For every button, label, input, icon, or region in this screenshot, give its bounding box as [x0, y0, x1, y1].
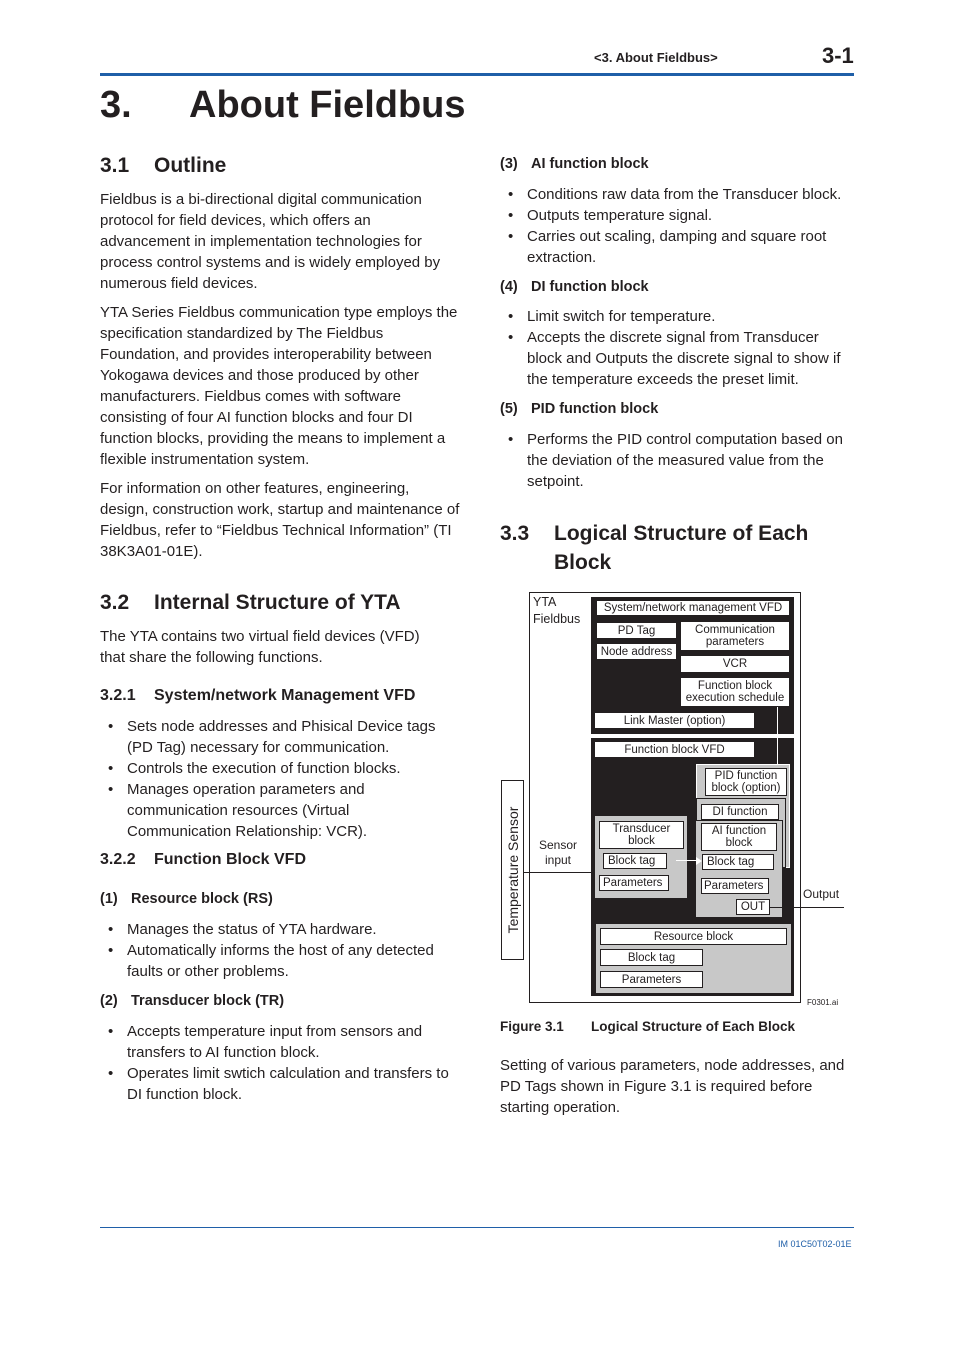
- ai-fb-box: [701, 823, 777, 851]
- output-line: [770, 907, 844, 908]
- comm-params-box: [680, 621, 790, 651]
- fb-exec-line2: execution schedule: [685, 692, 785, 704]
- transducer-block-tag: Block tag: [603, 853, 667, 869]
- ai-block-number: (3): [500, 156, 518, 172]
- outline-paragraph-3: For information on other features, engineering, design, construction work, startup and maintenance of Fieldbus, refer to “Fieldbus Technical Information” (TI 38K3A01-01E).: [100, 480, 460, 560]
- list-item: • Operates limit swtich calculation and transfers to DI function block.: [100, 1063, 455, 1105]
- pid-block-title: PID function block: [531, 401, 659, 417]
- transducer-box: [599, 821, 684, 849]
- figure-3-1-diagram: [500, 590, 845, 1015]
- list-item: • Controls the execution of function blocks.: [100, 758, 455, 779]
- chapter-number: 3.: [100, 84, 132, 126]
- resource-block-tag: Block tag: [600, 949, 703, 966]
- ai-block-bullets: [500, 184, 855, 268]
- outline-paragraph-1: Fieldbus is a bi-directional digital communication protocol for field devices, which offers an advancement in implementation technologies for process control systems and is widely employed by numerous field devices.: [100, 191, 441, 292]
- document-id: IM 01C50T02-01E: [778, 1239, 852, 1249]
- section-3-3-title-line2: Block: [554, 551, 612, 574]
- sysnet-vfd-bullets: [100, 716, 455, 842]
- comm-params-line1: Communication: [695, 624, 775, 636]
- fb-exec-line1: Function block: [697, 680, 773, 692]
- out-box: OUT: [736, 899, 770, 915]
- list-item: • Manages operation parameters and communication resources (Virtual Communication Relationship: VCR).: [100, 779, 455, 842]
- pid-block-number: (5): [500, 401, 518, 417]
- footer-rule: [100, 1227, 854, 1228]
- di-block-number: (4): [500, 279, 518, 295]
- transducer-ai-arrowhead: [696, 857, 702, 865]
- output-label: Output: [803, 887, 840, 901]
- pid-fb-box: [705, 768, 787, 796]
- section-3-2-2-title: Function Block VFD: [154, 851, 306, 868]
- list-item: • Limit switch for temperature.: [500, 306, 855, 327]
- section-3-1-number: 3.1: [100, 154, 130, 177]
- ai-fb-line2: block: [725, 837, 753, 849]
- di-block-bullets: [500, 306, 855, 390]
- yta-label: YTA: [533, 595, 557, 609]
- chapter-title: About Fieldbus: [189, 84, 466, 126]
- section-3-1-title: Outline: [154, 154, 227, 177]
- pd-tag-box: PD Tag: [596, 622, 677, 639]
- section-3-2-1-title: System/network Management VFD: [154, 687, 416, 704]
- transducer-line2: block: [628, 835, 655, 847]
- list-item: • Sets node addresses and Phisical Device tags (PD Tag) necessary for communication.: [100, 716, 455, 758]
- list-item: • Manages the status of YTA hardware.: [100, 919, 455, 940]
- sensor-input-label-2: input: [544, 853, 572, 867]
- pid-fb-line1: PID function: [714, 770, 778, 782]
- section-3-2-title: Internal Structure of YTA: [154, 591, 401, 614]
- link-master-box: Link Master (option): [594, 712, 755, 729]
- ai-fb-line1: AI function: [711, 825, 767, 837]
- list-item: • Outputs temperature signal.: [500, 205, 855, 226]
- ai-parameters: Parameters: [701, 878, 769, 894]
- figure-caption-title: Logical Structure of Each Block: [591, 1019, 796, 1034]
- di-block-title: DI function block: [531, 279, 649, 295]
- header-rule: [100, 73, 854, 76]
- transducer-block-bullets: [100, 1021, 455, 1105]
- temperature-sensor-box: [501, 780, 524, 960]
- sensor-input-line: [524, 872, 596, 873]
- list-item: • Carries out scaling, damping and square root extraction.: [500, 226, 855, 268]
- resource-parameters: Parameters: [600, 971, 703, 988]
- setting-paragraph: Setting of various parameters, node addresses, and PD Tags shown in Figure 3.1 is required before starting operation.: [500, 1057, 845, 1116]
- running-header: <3. About Fieldbus>: [594, 50, 718, 65]
- fb-exec-box: [680, 677, 790, 707]
- section-3-2-2-number: 3.2.2: [100, 851, 136, 868]
- figure-file-id: F0301.ai: [807, 998, 839, 1007]
- list-item: • Accepts temperature input from sensors and transfers to AI function block.: [100, 1021, 455, 1063]
- resource-block-title: Resource block (RS): [131, 891, 273, 907]
- list-item: • Accepts the discrete signal from Transducer block and Outputs the discrete signal to show if the temperature exceeds the preset limit.: [500, 327, 855, 390]
- resource-block-bullets: [100, 919, 455, 982]
- pid-block-bullets: [500, 429, 855, 492]
- node-address-box: Node address: [596, 643, 677, 660]
- fieldbus-label: Fieldbus: [533, 612, 581, 626]
- internal-structure-intro: The YTA contains two virtual field devices (VFD) that share the following functions.: [100, 628, 420, 666]
- list-item: • Automatically informs the host of any detected faults or other problems.: [100, 940, 455, 982]
- outline-paragraph-2: YTA Series Fieldbus communication type employs the specification standardized by The Fieldbus Foundation, and provides interoperability between Yokogawa devices and those produced by other manufacturers. Fieldbus comes with software consisting of four AI function blocks and four DI function blocks, providing the means to implement a flexible instrumentation system.: [100, 304, 458, 468]
- list-item: • Conditions raw data from the Transducer block.: [500, 184, 855, 205]
- temperature-sensor-label: Temperature Sensor: [504, 806, 521, 934]
- transducer-block-title: Transducer block (TR): [131, 993, 285, 1009]
- vcr-box: VCR: [680, 655, 790, 673]
- transducer-parameters: Parameters: [599, 875, 669, 891]
- pid-fb-line2: block (option): [711, 782, 781, 794]
- fb-vfd-label: Function block VFD: [594, 741, 755, 758]
- transducer-ai-arrow: [676, 860, 698, 861]
- ai-block-title: AI function block: [531, 156, 649, 172]
- schedule-connector: [777, 707, 778, 772]
- list-item: • Performs the PID control computation based on the deviation of the measured value from the setpoint.: [500, 429, 855, 492]
- sysnet-vfd-label: System/network management VFD: [596, 600, 790, 616]
- di-fb-box: DI function: [701, 804, 779, 820]
- ai-block-tag: Block tag: [702, 854, 774, 870]
- comm-params-line2: parameters: [705, 636, 765, 648]
- transducer-line1: Transducer: [612, 823, 671, 835]
- figure-caption-number: Figure 3.1: [500, 1019, 564, 1034]
- resource-block-number: (1): [100, 891, 118, 907]
- sensor-input-label-1: Sensor: [538, 838, 578, 852]
- section-3-2-1-number: 3.2.1: [100, 687, 136, 704]
- resource-block-box: Resource block: [600, 928, 787, 945]
- transducer-block-number: (2): [100, 993, 118, 1009]
- section-3-3-title-line1: Logical Structure of Each: [554, 522, 809, 545]
- section-3-3-number: 3.3: [500, 522, 530, 545]
- section-3-2-number: 3.2: [100, 591, 130, 614]
- page-number: 3-1: [822, 43, 854, 68]
